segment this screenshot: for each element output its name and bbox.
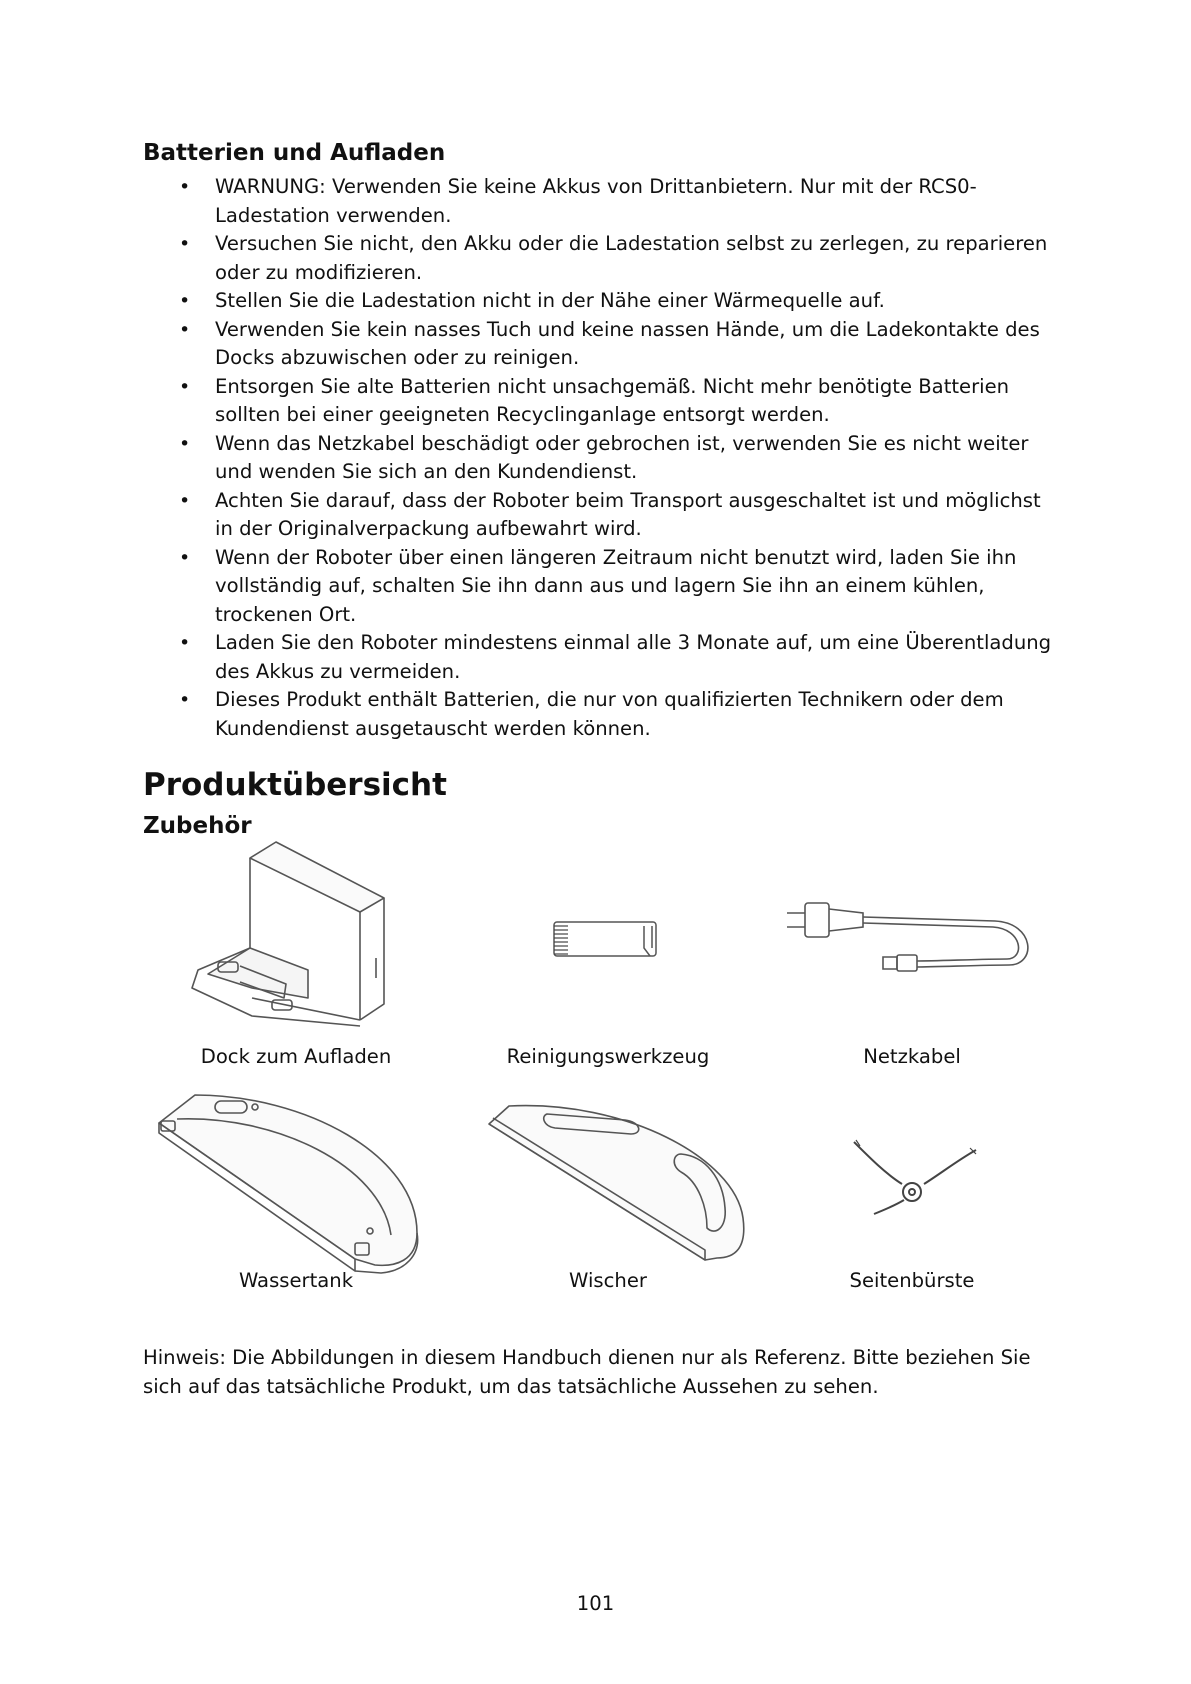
water-tank-icon <box>155 1085 423 1275</box>
accessory-caption: Reinigungswerkzeug <box>506 1045 710 1068</box>
accessory-caption: Wischer <box>569 1269 647 1292</box>
list-item: • Laden Sie den Roboter mindestens einmal alle 3 Monate auf, um eine Überentladung des Akkus zu vermeiden. <box>143 629 1063 686</box>
side-brush-icon <box>850 1138 980 1218</box>
power-cable-icon <box>785 895 1045 985</box>
list-item: • Stellen Sie die Ladestation nicht in der Nähe einer Wärmequelle auf. <box>143 287 1063 316</box>
list-item: • Versuchen Sie nicht, den Akku oder die Ladestation selbst zu zerlegen, zu reparieren oder zu modifizieren. <box>143 230 1063 287</box>
list-item: • Wenn das Netzkabel beschädigt oder gebrochen ist, verwenden Sie es nicht weiter und wenden Sie sich an den Kundendienst. <box>143 430 1063 487</box>
accessory-caption: Netzkabel <box>863 1045 961 1068</box>
accessory-caption: Wassertank <box>238 1269 354 1292</box>
list-item: • Entsorgen Sie alte Batterien nicht unsachgemäß. Nicht mehr benötigte Batterien sollten bei einer geeigneten Recyclinganlage entsorgt werden. <box>143 373 1063 430</box>
list-item: • Verwenden Sie kein nasses Tuch und keine nassen Hände, um die Ladekontakte des Docks abzuwischen oder zu reinigen. <box>143 316 1063 373</box>
list-item: • Dieses Produkt enthält Batterien, die nur von qualifizierten Technikern oder dem Kundendienst ausgetauscht werden können. <box>143 686 1063 743</box>
list-item: • WARNUNG: Verwenden Sie keine Akkus von Drittanbietern. Nur mit der RCS0-Ladestation verwenden. <box>143 173 1063 230</box>
accessory-caption: Seitenbürste <box>849 1269 975 1292</box>
battery-section-heading: Batterien und Aufladen <box>143 140 446 166</box>
charging-dock-icon <box>188 838 388 1038</box>
reference-note: Hinweis: Die Abbildungen in diesem Handbuch dienen nur als Referenz. Bitte beziehen Sie sich auf das tatsächliche Produkt, um das tatsächliche Aussehen zu sehen. <box>143 1346 1031 1398</box>
list-item: • Achten Sie darauf, dass der Roboter beim Transport ausgeschaltet ist und möglichst in der Originalverpackung aufbewahrt wird. <box>143 487 1063 544</box>
accessories-subtitle: Zubehör <box>143 813 252 839</box>
battery-warnings-list <box>143 173 1063 743</box>
accessory-caption: Dock zum Aufladen <box>200 1045 392 1068</box>
cleaning-tool-icon <box>540 918 670 958</box>
mop-icon <box>485 1098 745 1263</box>
list-item: • Wenn der Roboter über einen längeren Zeitraum nicht benutzt wird, laden Sie ihn vollständig auf, schalten Sie ihn dann aus und lagern Sie ihn an einem kühlen, trockenen Ort. <box>143 544 1063 630</box>
product-overview-title: Produktübersicht <box>143 767 447 803</box>
page-number: 101 <box>576 1592 615 1615</box>
